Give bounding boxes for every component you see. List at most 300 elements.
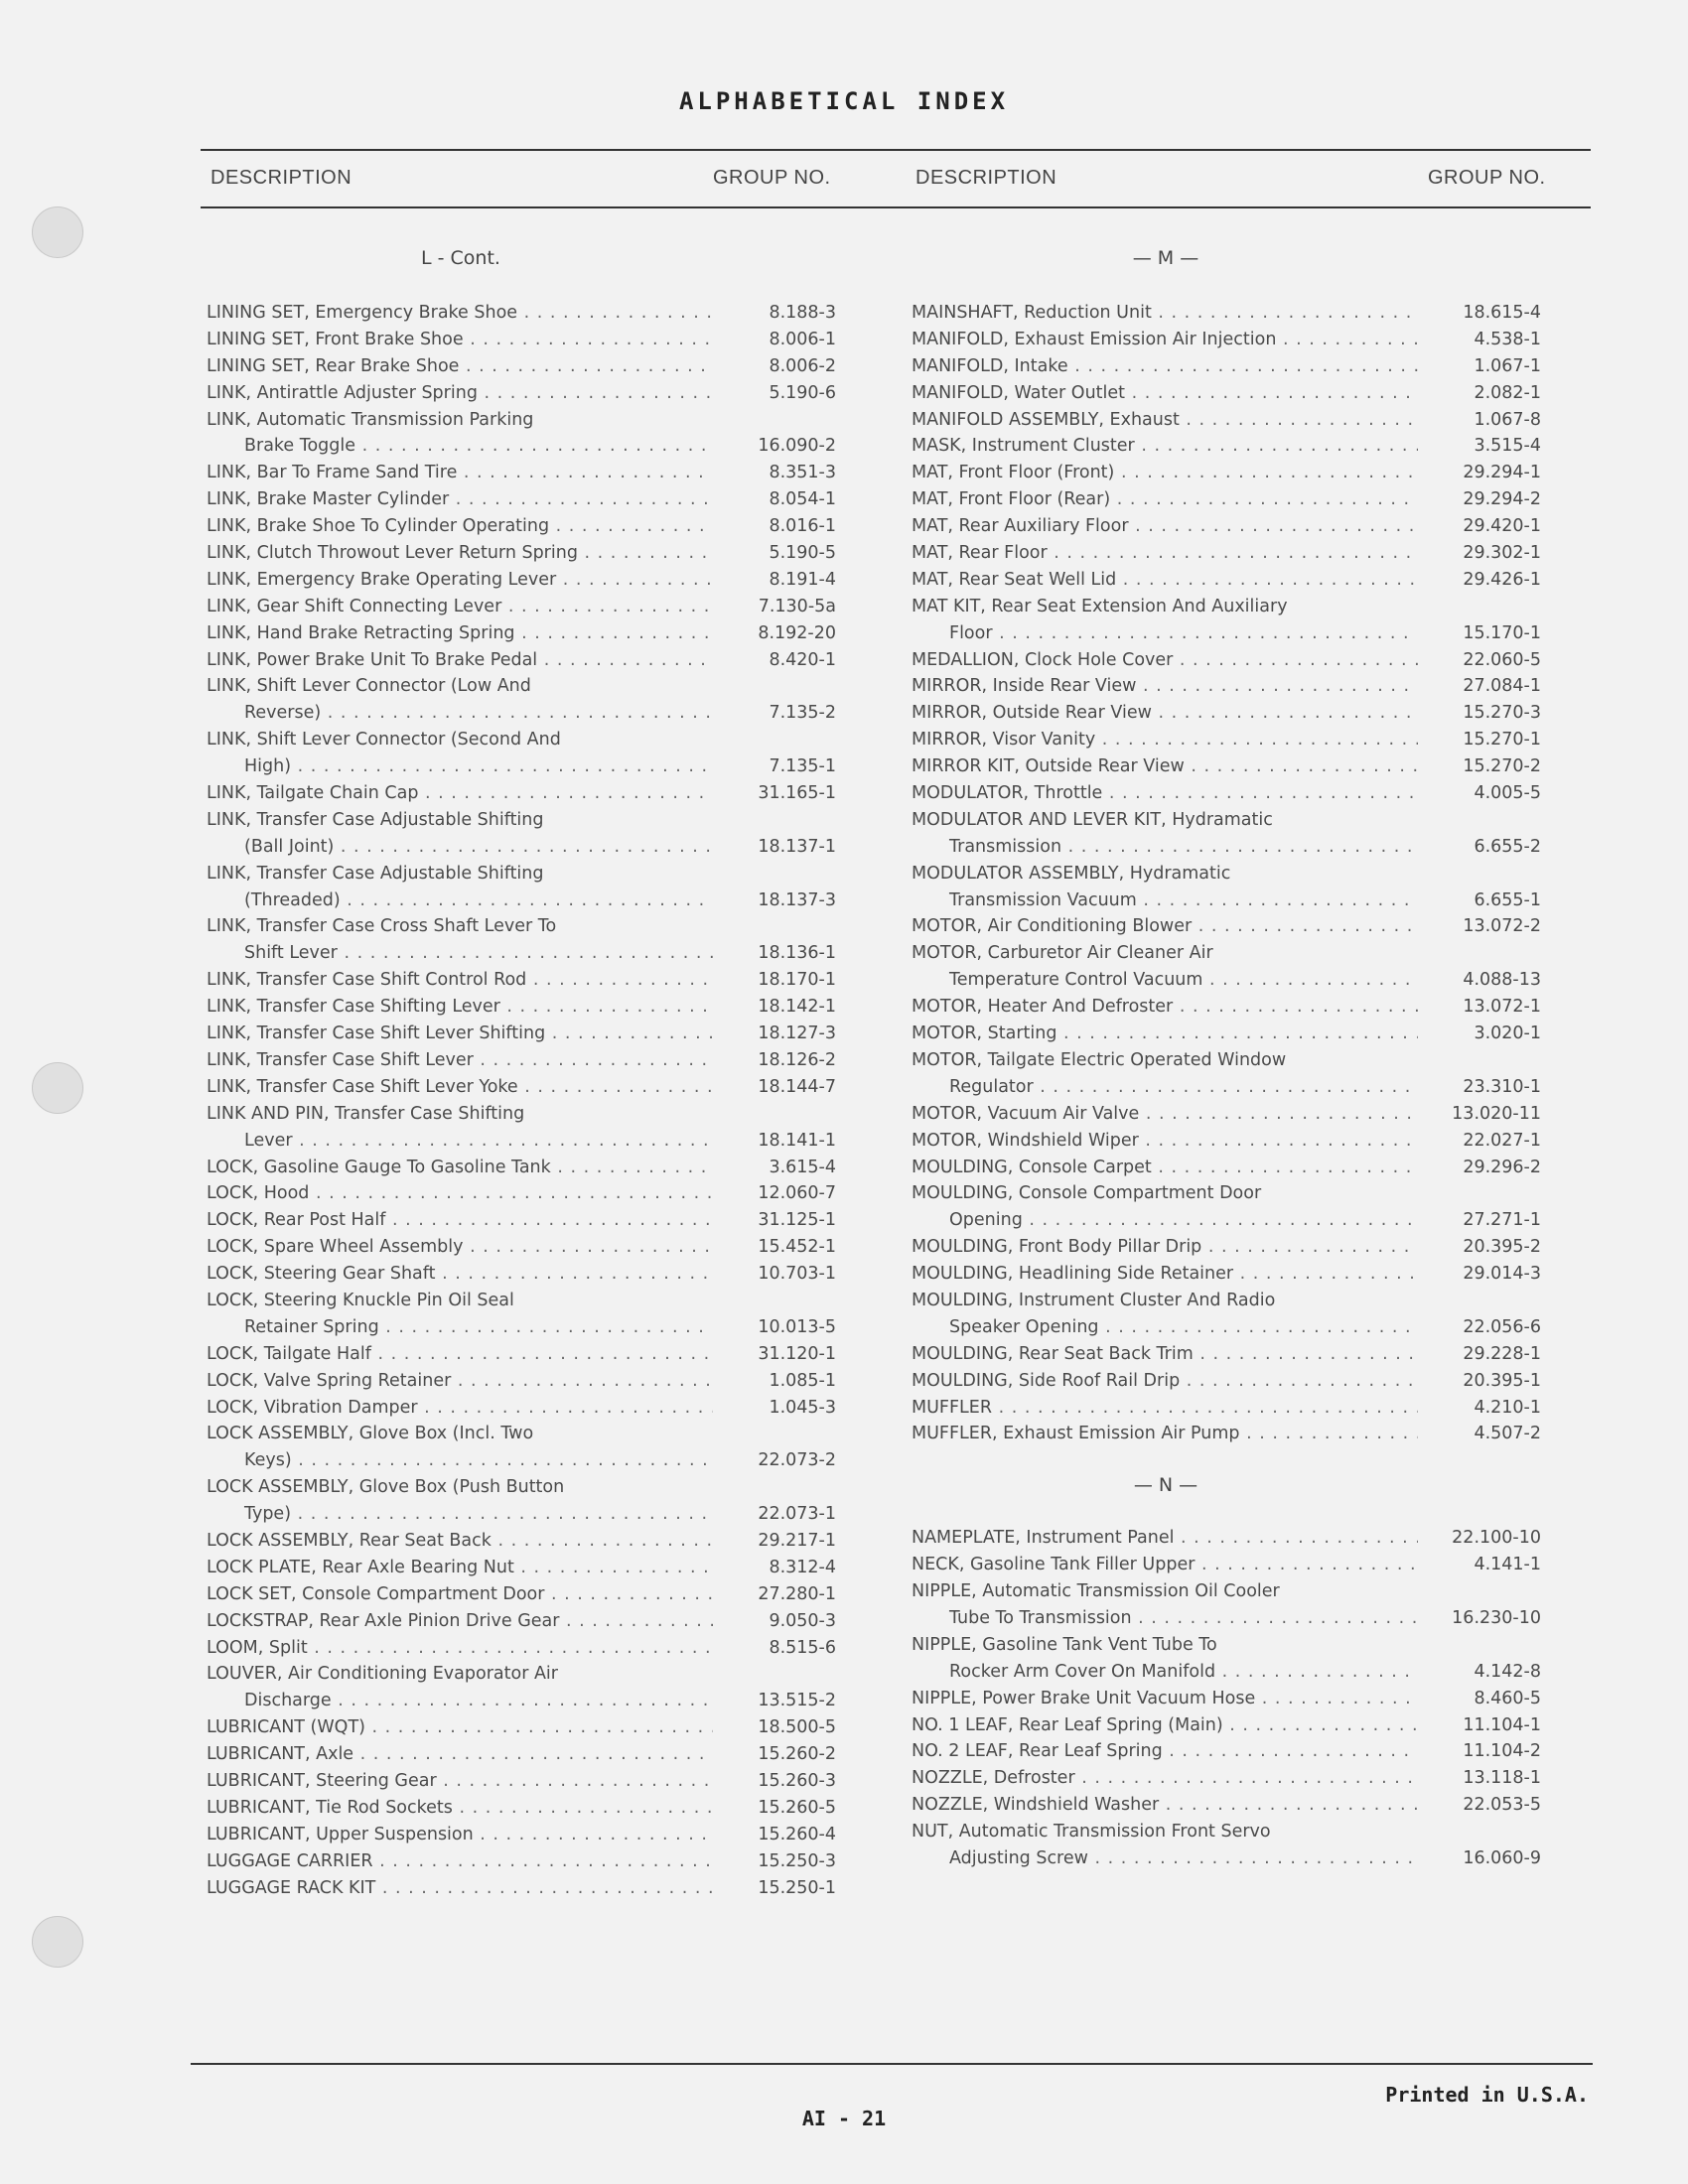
entry-description: MODULATOR AND LEVER KIT, Hydramatic: [912, 809, 1273, 830]
entry-group-number: 13.072-2: [1463, 916, 1541, 937]
header-bottom-rule: [201, 206, 1591, 208]
index-entry: [207, 300, 842, 327]
index-entry-continuation-line: [207, 834, 842, 861]
index-entry-line: [207, 673, 842, 700]
index-entries-m: [912, 300, 1547, 1447]
entry-description-continuation: Rocker Arm Cover On Manifold . . .: [912, 1659, 1418, 1686]
index-entry: [207, 1207, 842, 1234]
index-entry-line: [912, 594, 1547, 620]
index-entry-line: [207, 486, 842, 513]
index-entry-continuation-line: [207, 700, 842, 727]
index-entry-line: [207, 380, 842, 407]
index-entry: [207, 1741, 842, 1768]
entry-description: MOTOR, Starting . . .: [912, 1021, 1418, 1047]
entry-description: LUBRICANT, Tie Rod Sockets . . .: [207, 1795, 713, 1822]
index-entry: [207, 1848, 842, 1875]
entry-description: MAT, Rear Seat Well Lid . . .: [912, 567, 1418, 594]
entry-description: MIRROR, Outside Rear View . . .: [912, 700, 1418, 727]
entry-description: LINK, Automatic Transmission Parking: [207, 409, 534, 430]
index-entry-continuation-line: [912, 1074, 1547, 1101]
index-entry-line: [912, 1180, 1547, 1207]
page-title: ALPHABETICAL INDEX: [678, 87, 1010, 115]
index-entry: [912, 673, 1547, 700]
entry-group-number: 3.615-4: [769, 1157, 836, 1177]
entry-group-number: 29.228-1: [1463, 1343, 1541, 1364]
index-entry: [207, 1421, 842, 1474]
index-column-right: [912, 238, 1547, 1872]
entry-group-number: 29.296-2: [1463, 1157, 1541, 1177]
index-entry: [912, 1686, 1547, 1712]
entry-description: LOCK, Spare Wheel Assembly . . .: [207, 1234, 713, 1261]
index-entry: [207, 780, 842, 807]
entry-group-number: 7.130-5a: [758, 596, 836, 616]
index-entry: [207, 327, 842, 353]
index-entry: [207, 1395, 842, 1422]
entry-description: MODULATOR, Throttle . . .: [912, 780, 1418, 807]
index-entry-line: [207, 1021, 842, 1047]
index-entry-line: [207, 1101, 842, 1128]
index-entry-continuation-line: [207, 1447, 842, 1474]
section-heading-m: — M —: [1132, 247, 1199, 269]
entry-description: LINK, Transfer Case Shift Control Rod . . .: [207, 967, 713, 994]
entry-description: MANIFOLD ASSEMBLY, Exhaust . . .: [912, 407, 1418, 434]
entry-group-number: 29.014-3: [1463, 1264, 1541, 1285]
index-entry: [912, 540, 1547, 567]
index-entry: [207, 1074, 842, 1101]
punch-hole-bottom: [32, 1916, 83, 1968]
entry-description: MANIFOLD, Exhaust Emission Air Injection . . .: [912, 327, 1418, 353]
entry-description: LINK, Clutch Throwout Lever Return Spring . . .: [207, 540, 713, 567]
index-entry: [207, 1528, 842, 1555]
index-entry-continuation-line: [912, 887, 1547, 914]
index-entry-line: [207, 620, 842, 647]
index-entry-continuation-line: [912, 1207, 1547, 1234]
entry-group-number: 22.053-5: [1463, 1795, 1541, 1816]
index-entry-line: [207, 407, 842, 434]
entry-description: MANIFOLD, Water Outlet . . .: [912, 380, 1418, 407]
entry-description: LINK, Hand Brake Retracting Spring . . .: [207, 620, 713, 647]
index-entry-line: [912, 1155, 1547, 1181]
index-entry-line: [912, 1128, 1547, 1155]
entry-description: MIRROR, Visor Vanity . . .: [912, 727, 1418, 753]
entry-group-number: 15.260-5: [758, 1797, 836, 1818]
index-entry-continuation-line: [207, 433, 842, 460]
index-entry-line: [912, 1525, 1547, 1552]
index-entry-line: [207, 1822, 842, 1848]
entry-description: NIPPLE, Automatic Transmission Oil Cooler: [912, 1581, 1280, 1602]
entry-group-number: 22.073-1: [758, 1504, 836, 1525]
index-entry-line: [912, 567, 1547, 594]
entry-description: LOUVER, Air Conditioning Evaporator Air: [207, 1664, 558, 1685]
entry-group-number: 12.060-7: [758, 1183, 836, 1204]
entry-group-number: 29.294-2: [1463, 489, 1541, 510]
index-entry-line: [912, 1395, 1547, 1422]
index-entry: [912, 861, 1547, 914]
entry-group-number: 4.507-2: [1474, 1424, 1541, 1444]
entry-description: MOTOR, Heater And Defroster . . .: [912, 994, 1418, 1021]
index-entry: [912, 407, 1547, 434]
entry-description-continuation: Shift Lever . . .: [207, 940, 713, 967]
entry-group-number: 18.127-3: [758, 1024, 836, 1044]
entry-group-number: 4.210-1: [1474, 1397, 1541, 1418]
entry-description: LINK, Shift Lever Connector (Low And: [207, 676, 531, 697]
entry-group-number: 8.460-5: [1474, 1688, 1541, 1708]
entry-group-number: 18.136-1: [758, 943, 836, 964]
entry-description: MOULDING, Instrument Cluster And Radio: [912, 1290, 1276, 1310]
index-entry-line: [207, 1581, 842, 1608]
index-entry-line: [207, 1741, 842, 1768]
index-entry-line: [912, 940, 1547, 967]
index-entry-line: [207, 1608, 842, 1635]
entry-description: MAT, Front Floor (Rear) . . .: [912, 486, 1418, 513]
entry-description: MAINSHAFT, Reduction Unit . . .: [912, 300, 1418, 327]
entry-group-number: 2.082-1: [1474, 382, 1541, 403]
index-entry: [912, 1155, 1547, 1181]
entry-description: LINK, Transfer Case Adjustable Shifting: [207, 863, 544, 884]
entry-group-number: 8.006-2: [769, 355, 836, 376]
printed-in-usa: Printed in U.S.A.: [1385, 2083, 1589, 2107]
index-entry-line: [912, 327, 1547, 353]
entry-description: NUT, Automatic Transmission Front Servo: [912, 1822, 1271, 1843]
index-entry-line: [207, 1180, 842, 1207]
index-entry: [912, 1578, 1547, 1632]
index-entry-continuation-line: [207, 940, 842, 967]
index-entry-line: [912, 1632, 1547, 1659]
entry-description: LUGGAGE RACK KIT . . .: [207, 1875, 713, 1902]
entry-description: LINK, Brake Shoe To Cylinder Operating . . .: [207, 513, 713, 540]
entry-group-number: 31.165-1: [758, 783, 836, 804]
index-entry: [912, 1341, 1547, 1368]
entry-description-continuation: Temperature Control Vacuum . . .: [912, 967, 1418, 994]
entry-group-number: 8.420-1: [769, 649, 836, 670]
index-entry: [912, 1525, 1547, 1552]
entry-group-number: 18.142-1: [758, 997, 836, 1018]
entry-description-continuation: Opening . . .: [912, 1207, 1418, 1234]
entry-description: NO. 2 LEAF, Rear Leaf Spring . . .: [912, 1738, 1418, 1765]
index-entry: [912, 700, 1547, 727]
footer-rule: [191, 2063, 1593, 2065]
entry-group-number: 22.073-2: [758, 1450, 836, 1471]
entry-group-number: 6.655-2: [1474, 836, 1541, 857]
entry-description: LOCKSTRAP, Rear Axle Pinion Drive Gear . . .: [207, 1608, 713, 1635]
entry-group-number: 10.703-1: [758, 1264, 836, 1285]
entry-description: NIPPLE, Gasoline Tank Vent Tube To: [912, 1634, 1217, 1655]
entry-description: NOZZLE, Defroster . . .: [912, 1765, 1418, 1792]
entry-description-continuation: Lever . . .: [207, 1128, 713, 1155]
header-group-left: GROUP NO.: [713, 167, 831, 189]
entry-description: NAMEPLATE, Instrument Panel . . .: [912, 1525, 1418, 1552]
index-entry-line: [207, 967, 842, 994]
entry-group-number: 18.170-1: [758, 970, 836, 991]
index-entry: [207, 1261, 842, 1288]
index-entry-line: [912, 1261, 1547, 1288]
index-entry: [912, 1261, 1547, 1288]
index-entry: [207, 567, 842, 594]
entry-description: LINK, Transfer Case Shift Lever . . .: [207, 1047, 713, 1074]
entry-group-number: 13.515-2: [758, 1691, 836, 1711]
entry-group-number: 8.191-4: [769, 569, 836, 590]
index-entry-line: [912, 1819, 1547, 1845]
entry-group-number: 7.135-2: [769, 703, 836, 724]
index-entry: [912, 486, 1547, 513]
index-entry: [912, 1234, 1547, 1261]
entry-group-number: 16.090-2: [758, 436, 836, 457]
index-entry: [912, 1047, 1547, 1101]
index-entry-continuation-line: [912, 620, 1547, 647]
index-entry: [912, 353, 1547, 380]
index-entry: [912, 380, 1547, 407]
entry-description-continuation: Discharge . . .: [207, 1688, 713, 1714]
index-entry: [912, 1128, 1547, 1155]
entry-description: LUBRICANT, Steering Gear . . .: [207, 1768, 713, 1795]
entry-group-number: 15.260-4: [758, 1824, 836, 1844]
entry-description: LOCK ASSEMBLY, Glove Box (Push Button: [207, 1477, 565, 1498]
entry-group-number: 15.250-1: [758, 1877, 836, 1898]
entry-description-continuation: (Ball Joint) . . .: [207, 834, 713, 861]
entry-group-number: 7.135-1: [769, 756, 836, 777]
index-entry: [912, 1421, 1547, 1447]
index-entry: [207, 1875, 842, 1902]
index-entry: [207, 1714, 842, 1741]
index-entry: [207, 1608, 842, 1635]
entry-description: MODULATOR ASSEMBLY, Hydramatic: [912, 863, 1231, 884]
header-description-right: DESCRIPTION: [915, 167, 1057, 189]
entry-description: MIRROR, Inside Rear View . . .: [912, 673, 1418, 700]
index-entry: [207, 1822, 842, 1848]
index-entry: [912, 913, 1547, 940]
index-entry-line: [207, 594, 842, 620]
entry-description: LOCK, Steering Knuckle Pin Oil Seal: [207, 1290, 514, 1310]
header-group-right: GROUP NO.: [1428, 167, 1546, 189]
entry-description: LOCK, Valve Spring Retainer . . .: [207, 1368, 713, 1395]
index-entry-line: [912, 1341, 1547, 1368]
entry-group-number: 10.013-5: [758, 1316, 836, 1337]
entry-description: LOCK, Hood . . .: [207, 1180, 713, 1207]
index-entry-line: [207, 300, 842, 327]
index-entry: [912, 327, 1547, 353]
index-entry-line: [207, 994, 842, 1021]
index-entry-continuation-line: [912, 1605, 1547, 1632]
entry-description-continuation: Keys) . . .: [207, 1447, 713, 1474]
entry-description: LINK, Tailgate Chain Cap . . .: [207, 780, 713, 807]
entry-group-number: 4.005-5: [1474, 783, 1541, 804]
index-entry-line: [912, 540, 1547, 567]
entry-description: NIPPLE, Power Brake Unit Vacuum Hose . . .: [912, 1686, 1418, 1712]
index-entry-line: [207, 913, 842, 940]
index-entry-line: [912, 1368, 1547, 1395]
entry-group-number: 1.067-8: [1474, 409, 1541, 430]
index-entry-line: [207, 1155, 842, 1181]
index-entry: [912, 513, 1547, 540]
index-entry: [207, 1234, 842, 1261]
index-entry-line: [207, 807, 842, 834]
index-entry-line: [912, 780, 1547, 807]
entry-group-number: 11.104-2: [1463, 1741, 1541, 1762]
index-entry: [912, 1632, 1547, 1686]
index-entry: [207, 540, 842, 567]
header-top-rule: [201, 149, 1591, 151]
index-entry: [912, 1368, 1547, 1395]
entry-description-continuation: (Threaded) . . .: [207, 887, 713, 914]
index-entry-line: [207, 1261, 842, 1288]
entry-group-number: 1.045-3: [769, 1397, 836, 1418]
entry-group-number: 15.170-1: [1463, 622, 1541, 643]
entry-group-number: 18.500-5: [758, 1717, 836, 1738]
entry-group-number: 4.088-13: [1463, 970, 1541, 991]
entry-group-number: 18.137-3: [758, 889, 836, 910]
page-number: AI - 21: [801, 2107, 887, 2130]
index-entry: [912, 1792, 1547, 1819]
index-entry: [912, 753, 1547, 780]
index-entry-line: [912, 1101, 1547, 1128]
index-entry: [207, 1795, 842, 1822]
index-entry-continuation-line: [912, 834, 1547, 861]
index-entry: [207, 861, 842, 914]
index-entry-continuation-line: [912, 967, 1547, 994]
index-entry-line: [207, 1234, 842, 1261]
index-entry-line: [207, 540, 842, 567]
index-entry: [912, 460, 1547, 486]
index-entry-line: [207, 1768, 842, 1795]
entry-description-continuation: Floor . . .: [912, 620, 1418, 647]
index-column-left: [207, 238, 842, 1901]
entry-description: LINING SET, Rear Brake Shoe . . .: [207, 353, 713, 380]
entry-description: MANIFOLD, Intake . . .: [912, 353, 1418, 380]
index-entry-line: [912, 1792, 1547, 1819]
index-entry: [912, 994, 1547, 1021]
entry-description: MAT, Rear Auxiliary Floor . . .: [912, 513, 1418, 540]
entry-description: MIRROR KIT, Outside Rear View . . .: [912, 753, 1418, 780]
entry-description-continuation: Retainer Spring . . .: [207, 1314, 713, 1341]
entry-description: LOCK, Steering Gear Shaft . . .: [207, 1261, 713, 1288]
entry-description: LUBRICANT (WQT) . . .: [207, 1714, 713, 1741]
entry-group-number: 4.141-1: [1474, 1555, 1541, 1575]
entry-group-number: 29.294-1: [1463, 463, 1541, 483]
header-description-left: DESCRIPTION: [211, 167, 352, 189]
entry-description: MEDALLION, Clock Hole Cover . . .: [912, 647, 1418, 674]
index-entry: [207, 460, 842, 486]
entry-description: MOTOR, Carburetor Air Cleaner Air: [912, 943, 1213, 964]
index-entry-line: [207, 1421, 842, 1447]
entry-group-number: 8.192-20: [758, 622, 836, 643]
entry-description: MAT KIT, Rear Seat Extension And Auxiliary: [912, 596, 1288, 616]
index-entry-line: [207, 1368, 842, 1395]
entry-description: LOCK SET, Console Compartment Door . . .: [207, 1581, 713, 1608]
index-entry-line: [912, 1047, 1547, 1074]
entry-group-number: 31.125-1: [758, 1210, 836, 1231]
index-entry: [207, 1768, 842, 1795]
entry-description-continuation: Tube To Transmission . . .: [912, 1605, 1418, 1632]
index-entry: [207, 1635, 842, 1662]
index-entry-line: [912, 1686, 1547, 1712]
entry-description: LOCK, Gasoline Gauge To Gasoline Tank . . .: [207, 1155, 713, 1181]
index-entry-line: [207, 1047, 842, 1074]
entry-group-number: 15.250-3: [758, 1850, 836, 1871]
index-entry-line: [207, 1074, 842, 1101]
entry-description: LOCK, Tailgate Half . . .: [207, 1341, 713, 1368]
entry-group-number: 31.120-1: [758, 1343, 836, 1364]
index-entry-line: [912, 1421, 1547, 1447]
index-entry: [912, 567, 1547, 594]
entry-description: LINK, Brake Master Cylinder . . .: [207, 486, 713, 513]
index-entry-line: [912, 647, 1547, 674]
index-entry: [912, 594, 1547, 647]
index-entry: [207, 1661, 842, 1714]
index-entry-line: [207, 1635, 842, 1662]
entry-description: LUBRICANT, Axle . . .: [207, 1741, 713, 1768]
index-entry: [912, 1738, 1547, 1765]
entry-description-continuation: Transmission . . .: [912, 834, 1418, 861]
index-entry: [912, 1288, 1547, 1341]
entry-description: LINK, Transfer Case Shifting Lever . . .: [207, 994, 713, 1021]
entry-description: MOULDING, Console Carpet . . .: [912, 1155, 1418, 1181]
index-entry: [912, 433, 1547, 460]
index-entry: [912, 1395, 1547, 1422]
entry-description: LOCK ASSEMBLY, Rear Seat Back . . .: [207, 1528, 713, 1555]
index-entry: [912, 807, 1547, 861]
index-entry: [912, 780, 1547, 807]
index-entry-line: [912, 1578, 1547, 1605]
index-entry: [912, 1180, 1547, 1234]
index-entry: [207, 727, 842, 780]
entry-group-number: 8.312-4: [769, 1557, 836, 1577]
index-entry: [207, 353, 842, 380]
index-entry-line: [912, 486, 1547, 513]
index-entry-line: [912, 913, 1547, 940]
index-entry-continuation-line: [207, 753, 842, 780]
entry-description: MOTOR, Air Conditioning Blower . . .: [912, 913, 1418, 940]
index-entry-line: [207, 1848, 842, 1875]
index-entry-line: [207, 1395, 842, 1422]
entry-description: LOCK PLATE, Rear Axle Bearing Nut . . .: [207, 1555, 713, 1581]
index-entry-line: [912, 460, 1547, 486]
index-entry: [912, 940, 1547, 994]
index-entry-line: [912, 727, 1547, 753]
index-entry: [207, 1047, 842, 1074]
index-entry: [207, 1555, 842, 1581]
index-entry: [912, 1101, 1547, 1128]
entry-group-number: 23.310-1: [1463, 1076, 1541, 1097]
entry-group-number: 1.067-1: [1474, 355, 1541, 376]
entry-description: LOCK, Rear Post Half . . .: [207, 1207, 713, 1234]
entry-group-number: 22.056-6: [1463, 1316, 1541, 1337]
entry-description: NO. 1 LEAF, Rear Leaf Spring (Main) . . .: [912, 1712, 1418, 1739]
index-entry-line: [207, 1661, 842, 1688]
index-entry-continuation-line: [207, 1314, 842, 1341]
index-entry-line: [912, 1712, 1547, 1739]
entry-description: LINK, Gear Shift Connecting Lever . . .: [207, 594, 713, 620]
entry-group-number: 8.351-3: [769, 463, 836, 483]
punch-hole-top: [32, 206, 83, 258]
index-entry: [207, 594, 842, 620]
entry-description: LINK, Antirattle Adjuster Spring . . .: [207, 380, 713, 407]
index-entry-line: [207, 1555, 842, 1581]
index-entry: [207, 1180, 842, 1207]
index-entry: [912, 1021, 1547, 1047]
entry-description: MOULDING, Rear Seat Back Trim . . .: [912, 1341, 1418, 1368]
index-entry: [207, 513, 842, 540]
section-heading-l-cont: L - Cont.: [421, 247, 500, 269]
index-entry-line: [912, 994, 1547, 1021]
entry-group-number: 29.420-1: [1463, 516, 1541, 537]
entry-group-number: 29.426-1: [1463, 569, 1541, 590]
entry-group-number: 1.085-1: [769, 1370, 836, 1391]
entry-group-number: 15.270-3: [1463, 703, 1541, 724]
entry-description-continuation: Type) . . .: [207, 1501, 713, 1528]
entry-group-number: 15.260-2: [758, 1744, 836, 1765]
entry-group-number: 29.302-1: [1463, 543, 1541, 564]
entry-description: MOULDING, Console Compartment Door: [912, 1183, 1262, 1204]
